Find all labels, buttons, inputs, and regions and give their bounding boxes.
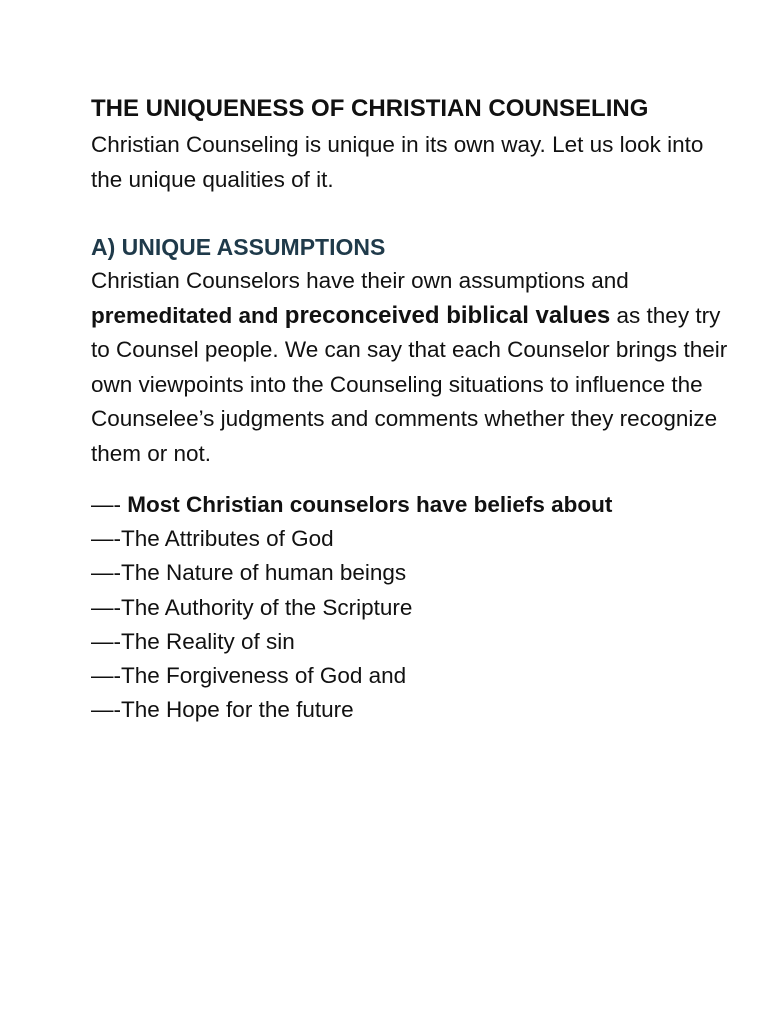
section-a-text-start: Christian Counselors have their own assumptions and bbox=[91, 268, 629, 293]
document-title: THE UNIQUENESS OF CHRISTIAN COUNSELING bbox=[91, 95, 649, 122]
beliefs-lead-line bbox=[91, 488, 731, 522]
section-a-paragraph bbox=[91, 264, 731, 471]
belief-item: —-The Nature of human beings bbox=[91, 560, 407, 586]
section-a-bold-preconceived: preconceived biblical values bbox=[284, 301, 611, 329]
belief-item: —-The Attributes of God bbox=[91, 526, 334, 552]
beliefs-lead-text: Most Christian counselors have beliefs about bbox=[127, 492, 613, 517]
belief-item: —-The Hope for the future bbox=[91, 697, 354, 723]
section-a-heading: A) UNIQUE ASSUMPTIONS bbox=[91, 234, 386, 260]
beliefs-list bbox=[91, 488, 731, 727]
document-page bbox=[91, 90, 731, 727]
section-a-bold-premeditated: premeditated and bbox=[91, 302, 285, 328]
intro-paragraph: Christian Counseling is unique in its own way. Let us look into the unique qualities of it. bbox=[91, 132, 704, 192]
beliefs-lead-prefix: —- bbox=[91, 492, 128, 517]
belief-item: —-The Forgiveness of God and bbox=[91, 663, 407, 689]
section-a-text-end: as they try to Counsel people. We can say that each Counselor brings their own viewpoints into the Counseling situations to influence the Counselee’s judgments and comments whether they recognize them or not. bbox=[91, 302, 728, 466]
belief-item: —-The Authority of the Scripture bbox=[91, 594, 413, 620]
belief-item: —-The Reality of sin bbox=[91, 628, 295, 654]
